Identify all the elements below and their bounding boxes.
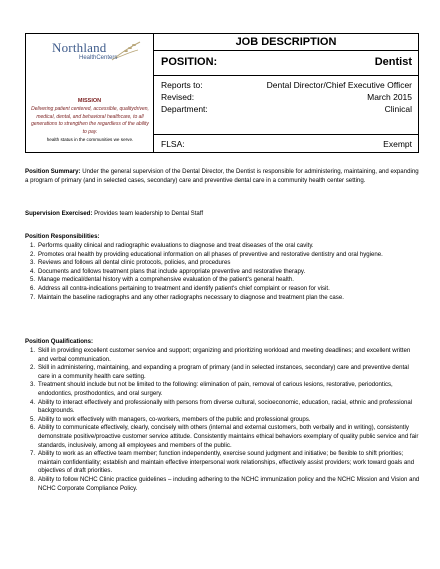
responsibilities-heading: Position Responsibilities: <box>25 233 100 240</box>
list-item: 5. Manage medical/dental history with a comprehensive evaluation of the patient's general health. <box>30 276 294 284</box>
department-label: Department: <box>161 104 208 114</box>
list-item: 2. Skill in administering, maintaining, and expanding a program of primary (and in selected instances, secondary) care and preventive dental care in a community health care setting. <box>30 364 409 380</box>
list-item: 3. Reviews and follows all dental clinic protocols, policies, and procedures <box>30 259 231 267</box>
summary-text: Under the general supervision of the Dental Director, the Dentist is responsible for administering, maintaining, and expanding a program of primary (and in selected cases, secondary) care and preventive dental care in a community health center setting. <box>25 168 419 184</box>
flsa-value: Exempt <box>383 139 412 149</box>
flsa-label: FLSA: <box>161 139 185 149</box>
list-item: 6. Address all contra-indications pertaining to treatment and identify patient's chief complaint or reason for visit. <box>30 284 330 292</box>
list-item: 2. Promotes oral health by providing educational information on all phases of preventive and restorative dentistry and oral hygiene. <box>30 250 383 258</box>
supervision-label: Supervision Exercised: <box>25 210 93 217</box>
department-value: Clinical <box>384 104 412 114</box>
northland-logo <box>52 40 142 90</box>
supervision-exercised <box>25 210 420 219</box>
reports-to-value: Dental Director/Chief Executive Officer <box>266 80 412 90</box>
job-info-panel <box>154 34 418 152</box>
qualifications-heading: Position Qualifications: <box>25 338 94 345</box>
summary-label: Position Summary: <box>25 168 81 175</box>
reports-to-label: Reports to: <box>161 80 203 90</box>
organization-panel <box>26 34 154 152</box>
list-item: 7. Maintain the baseline radiographs and any other radiographs necessary to diagnose and treatment plan the case. <box>30 293 344 301</box>
responsibilities-list <box>25 242 420 302</box>
list-item: 1. Skill in providing excellent customer service and support; organizing and prioritizing workload and meeting deadlines; and excellent written and verbal communication. <box>30 347 411 363</box>
position-label: POSITION: <box>161 56 218 68</box>
list-item: 3. Treatment should include but not be limited to the following: elimination of pain, removal of carious lesions, restorative, periodontics, endodontics, prosthodontics, and oral surgery. <box>30 381 393 397</box>
revised-value: March 2015 <box>367 92 412 102</box>
position-row <box>154 51 418 76</box>
logo-name: Northland <box>52 40 107 55</box>
mission-text: Delivering patient centered, accessible, qualitydriven, medical, dental, and behavioral healthcare, to all generations to strengthen the regardless of the ability to pay. <box>31 106 149 135</box>
flsa-row <box>154 134 418 153</box>
revised-label: Revised: <box>161 92 195 102</box>
mission-heading: MISSION <box>77 98 102 104</box>
logo-subtitle: HealthCenters <box>79 55 118 61</box>
header-box <box>25 33 419 153</box>
mission-footer: health status in the communities we serve. <box>46 137 134 142</box>
list-item: 1. Performs quality clinical and radiographic evaluations to diagnose and treat diseases of the oral cavity. <box>30 242 314 249</box>
list-item: 8. Ability to follow NCHC Clinic practice guidelines – including adhering to the NCHC immunization policy and the NCHC Mission and Vision and NCHC Corporate Compliance Policy. <box>30 475 420 492</box>
position-value: Dentist <box>374 56 412 68</box>
list-item: 4. Documents and follows treatment plans that include appropriate preventive and restorative therapy. <box>30 267 306 275</box>
list-item: 7. Ability to work as an effective team member; function independently, exercise sound judgment and initiative; be flexible to shift priorities; maintain confidentiality; establish and maintain effective interpersonal work relationships, effectively assist providers; work toward goals and objectives of draft priorities. <box>30 450 415 475</box>
list-item: 6. Ability to communicate effectively, clearly, concisely with others (internal and external customers, both verbally and in writing), consistently demonstrate positive/proactive customer service attitude. Consistently maintains ethical behaviors exemplary of quality public service and fair standards, inclusively, among all employees and members of the public. <box>30 424 419 449</box>
list-item: 4. Ability to interact effectively and professionally with persons from diverse cultural, socioeconomic, education, racial, ethnic and professional backgrounds. <box>30 398 413 415</box>
supervision-text: Provides team leadership to Dental Staff <box>94 210 204 217</box>
qualifications-list <box>25 347 420 493</box>
document-title: JOB DESCRIPTION <box>154 34 418 51</box>
list-item: 5. Ability to work effectively with managers, co-workers, members of the public and professional groups. <box>30 415 311 423</box>
position-summary <box>25 168 420 185</box>
